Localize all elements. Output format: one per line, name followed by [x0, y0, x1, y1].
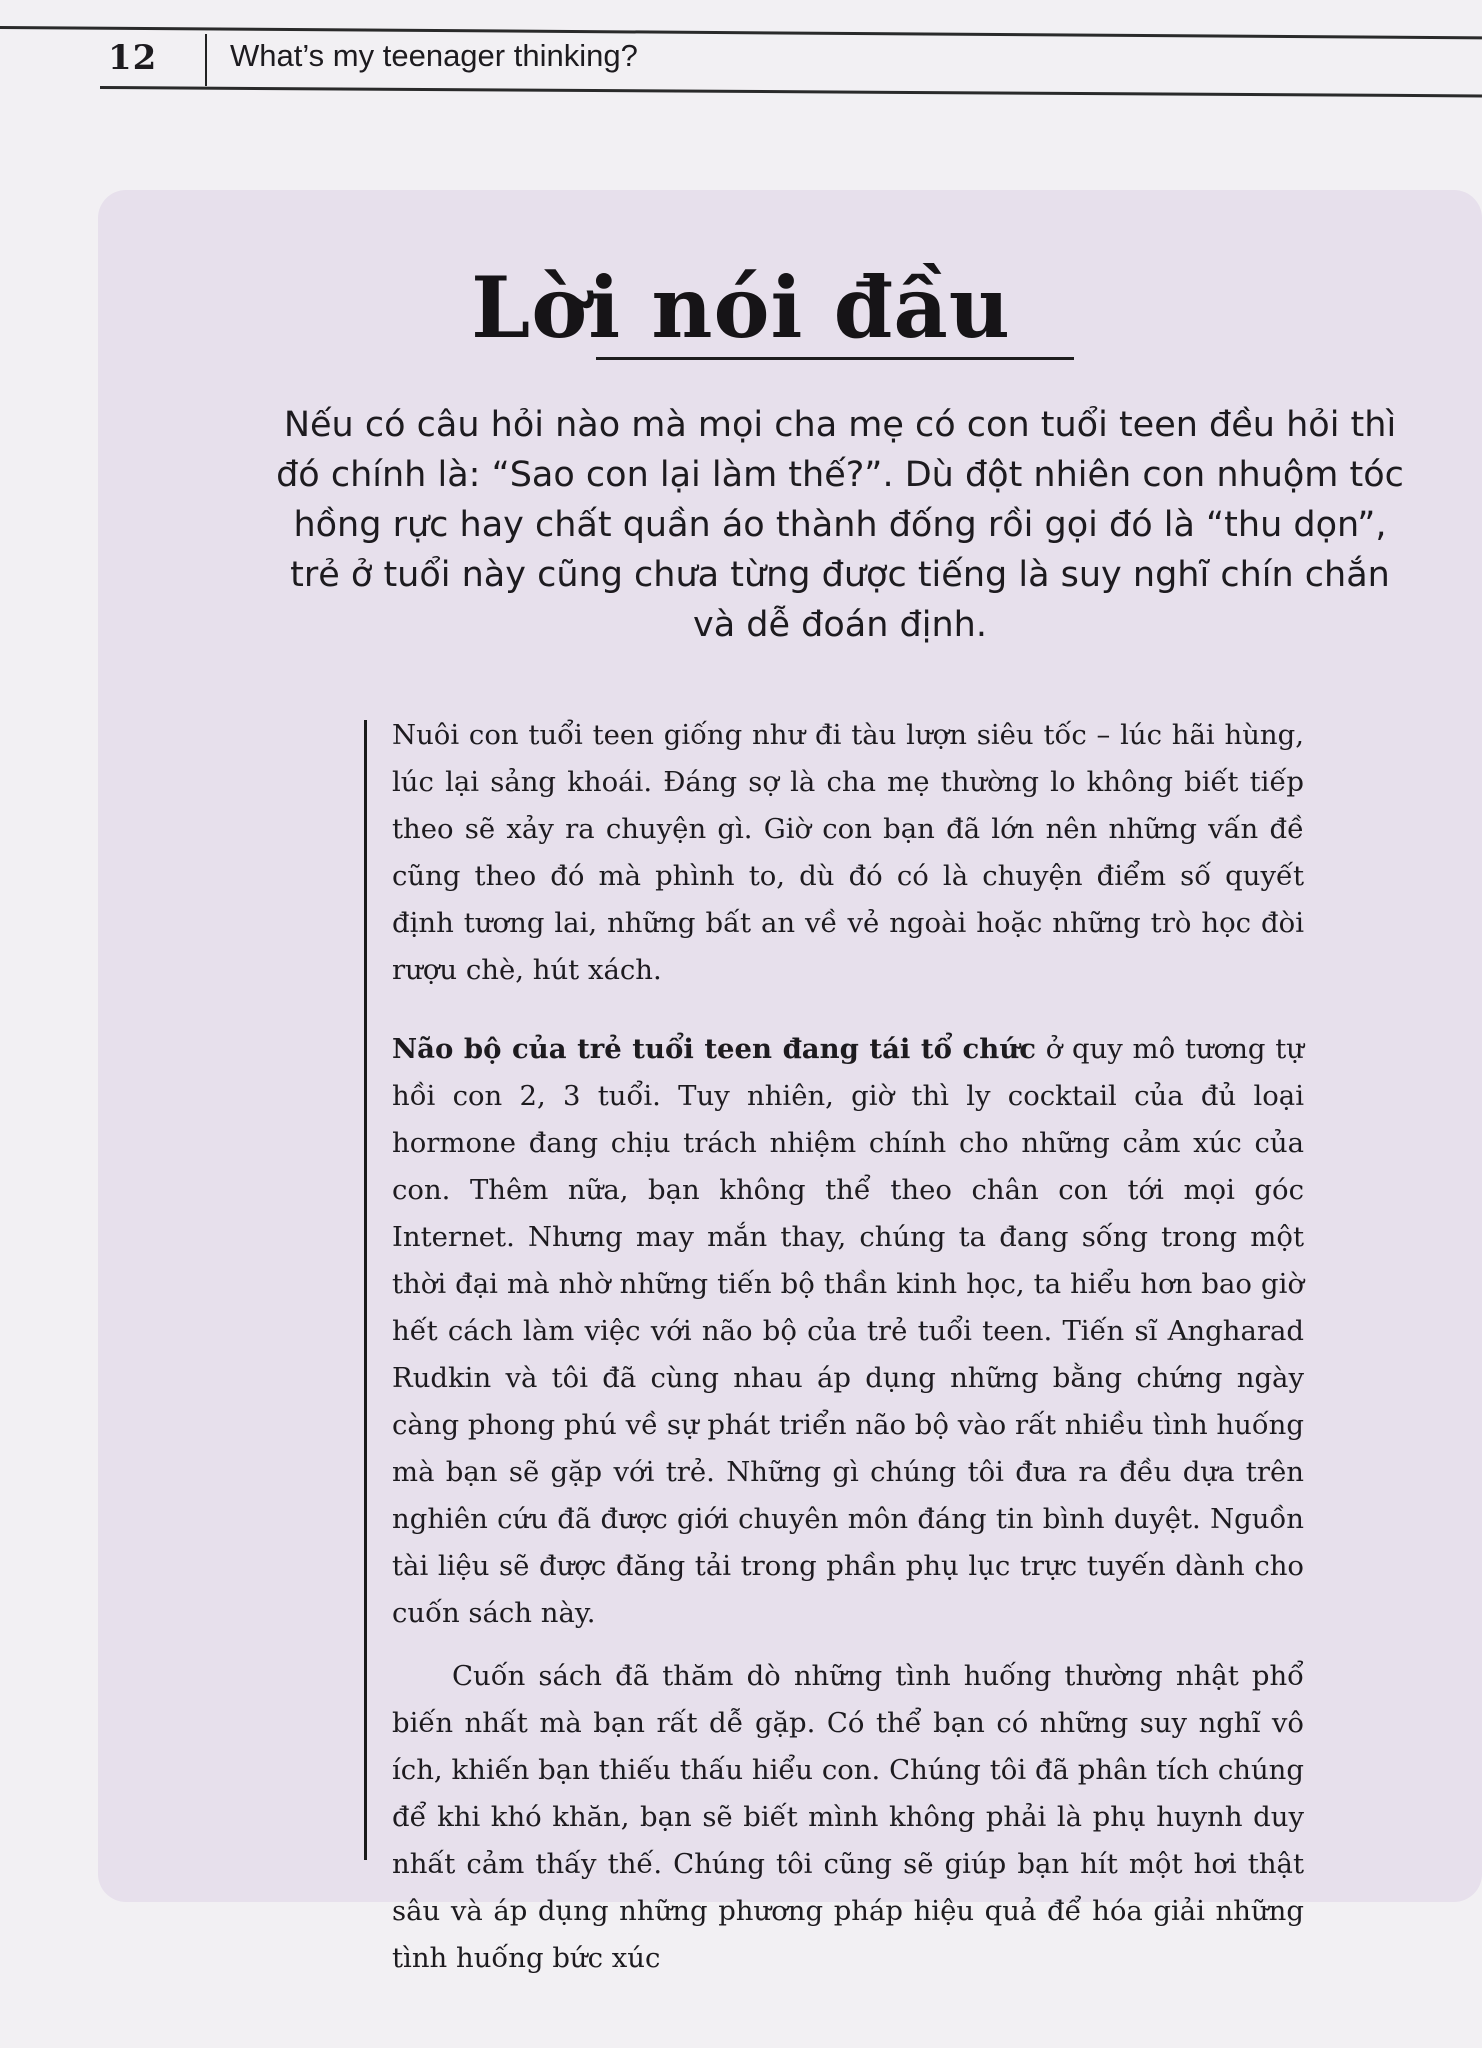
running-title: What’s my teenager thinking? [230, 38, 638, 73]
body-left-rule [364, 720, 367, 1860]
header-rule-top [0, 26, 1482, 39]
header-divider [205, 34, 207, 86]
paragraph-text: ở quy mô tương tự hồi con 2, 3 tuổi. Tuy nhiên, giờ thì ly cocktail của đủ loại hormone đang chịu trách nhiệm chính cho những cảm xúc của con. Thêm nữa, bạn không thể theo chân con tới mọi góc Internet. Nhưng may mắn thay, chúng ta đang sống trong một thời đại mà nhờ những tiến bộ thần kinh học, ta hiểu hơn bao giờ hết cách làm việc với não bộ của trẻ tuổi teen. Tiến sĩ Angharad Rudkin và tôi đã cùng nhau áp dụng những bằng chứng ngày càng phong phú về sự phát triển não bộ vào rất nhiều tình huống mà bạn sẽ gặp với trẻ. Những gì chúng tôi đưa ra đều dựa trên nghiên cứu đã được giới chuyên môn đáng tin bình duyệt. Nguồn tài liệu sẽ được đăng tải trong phần phụ lục trực tuyến dành cho cuốn sách này. [392, 1033, 1304, 1629]
page-header [0, 0, 1482, 110]
body-text [392, 712, 1304, 1982]
body-paragraph: Cuốn sách đã thăm dò những tình huống thường nhật phổ biến nhất mà bạn rất dễ gặp. Có thể bạn có những suy nghĩ vô ích, khiến bạn thiếu thấu hiểu con. Chúng tôi đã phân tích chúng để khi khó khăn, bạn sẽ biết mình không phải là phụ huynh duy nhất cảm thấy thế. Chúng tôi cũng sẽ giúp bạn hít một hơi thật sâu và áp dụng những phương pháp hiệu quả để hóa giải những tình huống bức xúc [392, 1660, 1304, 1974]
body-paragraph: Nuôi con tuổi teen giống như đi tàu lượn siêu tốc – lúc hãi hùng, lúc lại sảng khoái. Đáng sợ là cha mẹ thường lo không biết tiếp theo sẽ xảy ra chuyện gì. Giờ con bạn đã lớn nên những vấn đề cũng theo đó mà phình to, dù đó có là chuyện điểm số quyết định tương lai, những bất an về vẻ ngoài hoặc những trò học đòi rượu chè, hút xách. [392, 719, 1304, 986]
body-paragraph [392, 1026, 1304, 1637]
chapter-title: Lời nói đầu [471, 258, 1011, 357]
intro-paragraph: Nếu có câu hỏi nào mà mọi cha mẹ có con tuổi teen đều hỏi thì đó chính là: “Sao con lại làm thế?”. Dù đột nhiên con nhuộm tóc hồng rực hay chất quần áo thành đống rồi gọi đó là “thu dọn”, trẻ ở tuổi này cũng chưa từng được tiếng là suy nghĩ chín chắn và dễ đoán định. [276, 405, 1404, 645]
page-number: 12 [108, 38, 158, 78]
title-underline [596, 357, 1074, 360]
bold-lead: Não bộ của trẻ tuổi teen đang tái tổ chức [392, 1033, 1036, 1065]
header-rule-bottom [100, 86, 1482, 97]
